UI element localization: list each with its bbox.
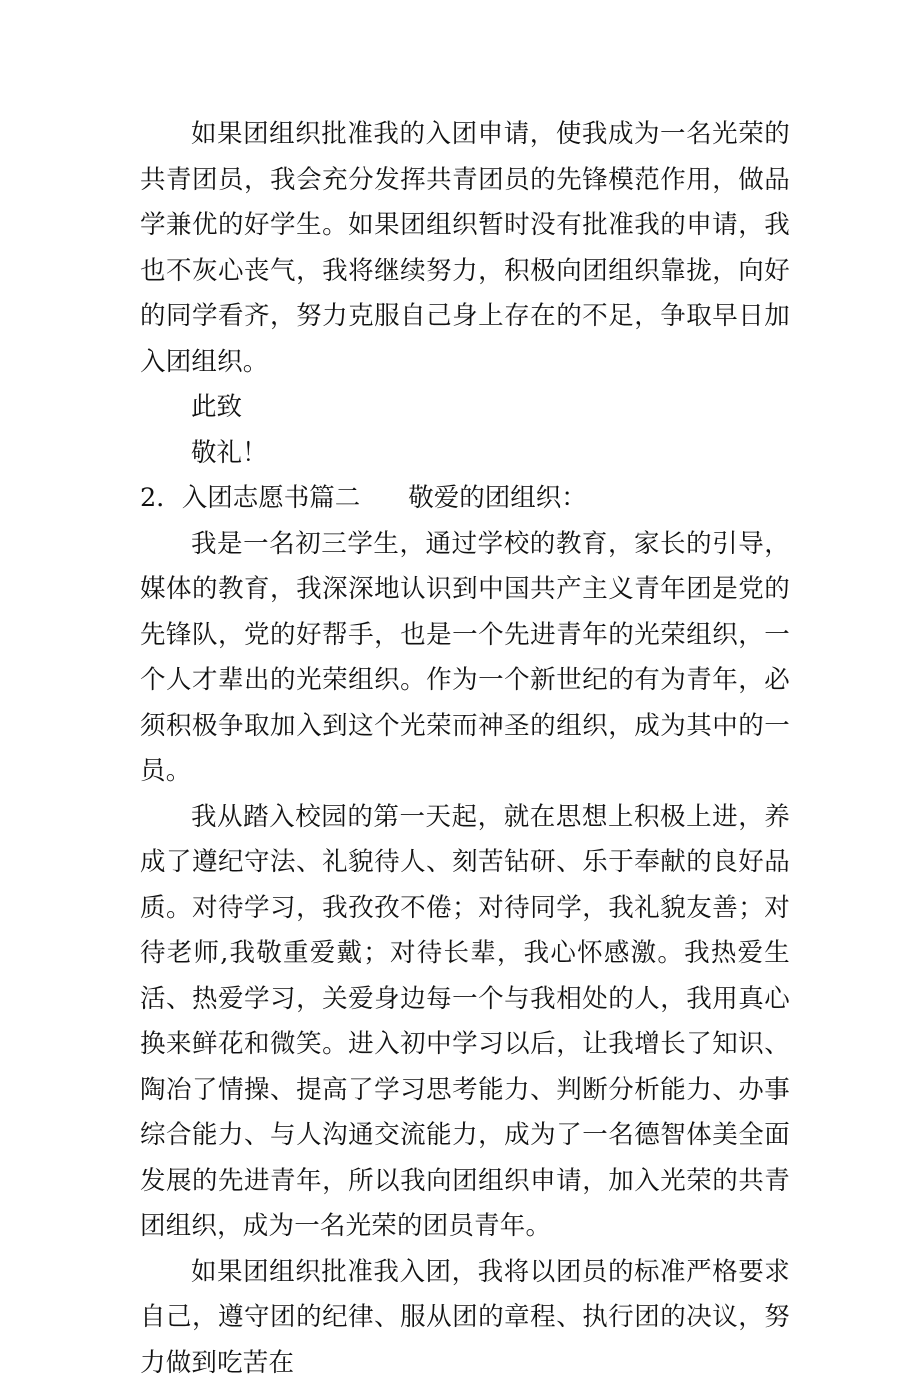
paragraph-introduction: 我是一名初三学生，通过学校的教育，家长的引导，媒体的教育，我深深地认识到中国共产主义青年团是党的先锋队，党的好帮手，也是一个先进青年的光荣组织，一个人才辈出的光荣组织。作为一个新世纪的有为青年，必须积极争取加入到这个光荣而神圣的组织，成为其中的一员。 — [140, 522, 790, 795]
paragraph-pledge: 如果团组织批准我入团，我将以团员的标准严格要求自己，遵守团的纪律、服从团的章程、执行团的决议，努力做到吃苦在 — [140, 1250, 790, 1386]
paragraph-commitment: 如果团组织批准我的入团申请，使我成为一名光荣的共青团员，我会充分发挥共青团员的先锋模范作用，做品学兼优的好学生。如果团组织暂时没有批准我的申请，我也不灰心丧气，我将继续努力，积极向团组织靠拢，向好的同学看齐，努力克服自己身上存在的不足，争取早日加入团组织。 — [140, 112, 790, 385]
document-page — [140, 112, 790, 1386]
closing-jingli: 敬礼！ — [140, 431, 790, 477]
section-heading: 2．入团志愿书篇二 — [140, 483, 360, 513]
section-heading-line — [140, 476, 790, 522]
salutation: 敬爱的团组织： — [408, 483, 587, 513]
closing-cizhi: 此致 — [140, 385, 790, 431]
paragraph-personal-qualities: 我从踏入校园的第一天起，就在思想上积极上进，养成了遵纪守法、礼貌待人、刻苦钻研、乐于奉献的良好品质。对待学习，我孜孜不倦；对待同学，我礼貌友善；对待老师,我敬重爱戴；对待长辈，我心怀感激。我热爱生活、热爱学习，关爱身边每一个与我相处的人，我用真心换来鲜花和微笑。进入初中学习以后，让我增长了知识、陶冶了情操、提高了学习思考能力、判断分析能力、办事综合能力、与人沟通交流能力，成为了一名德智体美全面发展的先进青年，所以我向团组织申请，加入光荣的共青团组织，成为一名光荣的团员青年。 — [140, 795, 790, 1250]
